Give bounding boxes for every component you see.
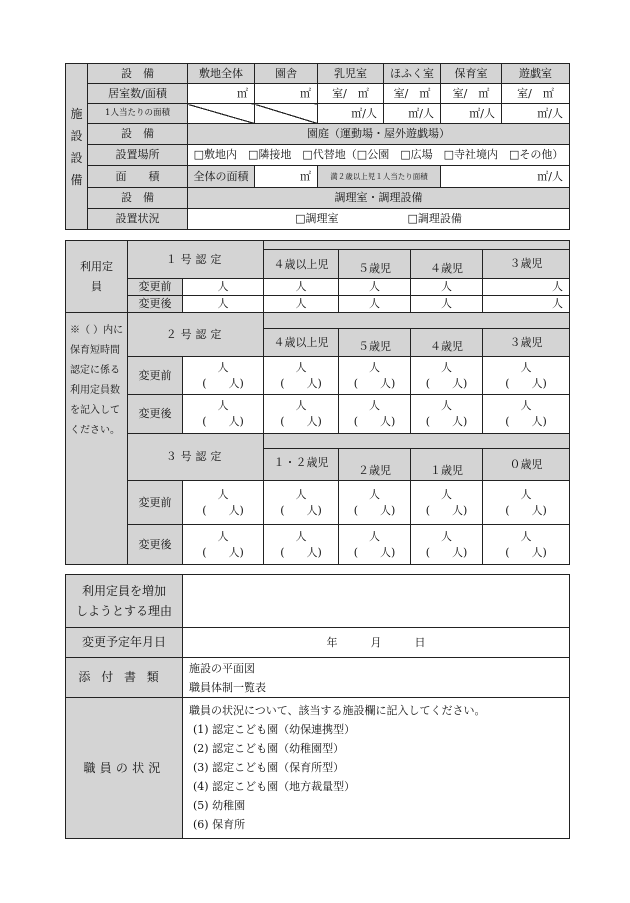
type2-before-5[interactable]: 人 ( 人) [339, 357, 411, 395]
type1-before-5[interactable]: 人 [339, 279, 411, 296]
kitchen-heading: 調理室・調理設備 [188, 188, 570, 209]
type2-after-5[interactable]: 人 ( 人) [339, 395, 411, 434]
kitchen-options[interactable] [188, 209, 570, 230]
equipment-label: 設 備 [88, 64, 188, 84]
location-options[interactable]: □敷地内 □隣接地 □代替地（□公園 □広場 □寺社境内 □その他） [188, 145, 570, 166]
type2-col-5: ５歳児 [339, 329, 411, 357]
staff-item: (2) 認定こども園（幼稚園型） [193, 742, 345, 755]
type2-after-4[interactable]: 人 ( 人) [411, 395, 483, 434]
type2-before-label: 変更前 [128, 357, 183, 395]
type3-before-1[interactable]: 人 ( 人) [411, 481, 483, 525]
rooms-label: 居室数/面積 [88, 84, 188, 104]
reason-label: 利用定員を増加 しようとする理由 [66, 575, 183, 628]
type1-band [264, 241, 570, 250]
type3-before-12[interactable]: 人 ( 人) [264, 481, 339, 525]
type1-col-4: ４歳児 [411, 250, 483, 279]
capacity-table [65, 240, 570, 565]
kitchen-option-equipment[interactable]: □調理設備 [407, 212, 462, 226]
building-area-field[interactable]: ㎡ [255, 84, 318, 104]
col-nursery-room: 保育室 [441, 64, 502, 84]
garden-equipment-label: 設 備 [88, 124, 188, 145]
col-site: 敷地全体 [188, 64, 255, 84]
type1-before-4up[interactable]: 人 [264, 279, 339, 296]
type1-after-4[interactable]: 人 [411, 296, 483, 313]
schedule-field[interactable]: 年 月 日 [183, 628, 570, 658]
col-building: 園舎 [255, 64, 318, 84]
type2-col-4: ４歳児 [411, 329, 483, 357]
type2-before-4up[interactable]: 人 ( 人) [264, 357, 339, 395]
per-person-label: 1人当たりの面積 [88, 104, 188, 124]
type3-after-label: 変更後 [128, 525, 183, 565]
garden-heading: 園庭（運動場・屋外遊戯場） [188, 124, 570, 145]
schedule-label: 変更予定年月日 [66, 628, 183, 658]
type2-before-3[interactable]: 人 ( 人) [483, 357, 570, 395]
type1-after-label: 変更後 [128, 296, 183, 313]
facility-table [65, 63, 570, 230]
diagonal-cell [188, 104, 255, 124]
type3-before-total[interactable]: 人 ( 人) [183, 481, 264, 525]
capacity-note: ※（ ）内に保育短時間認定に係る利用定員数を記入してください。 [66, 313, 128, 565]
area-label: 面 積 [88, 166, 188, 188]
facility-side-label: 施 設 設 備 [66, 64, 88, 230]
type2-before-total[interactable]: 人 ( 人) [183, 357, 264, 395]
type3-before-label: 変更前 [128, 481, 183, 525]
type1-after-3[interactable]: 人 [483, 296, 570, 313]
col-infant-room: 乳児室 [318, 64, 384, 84]
type2-after-4up[interactable]: 人 ( 人) [264, 395, 339, 434]
type3-after-total[interactable]: 人 ( 人) [183, 525, 264, 565]
col-crawl-room: ほふく室 [384, 64, 441, 84]
type1-title: １号認定 [128, 241, 264, 279]
type1-col-4up: ４歳以上児 [264, 250, 339, 279]
type1-before-4[interactable]: 人 [411, 279, 483, 296]
nursery-rooms-field[interactable]: 室/ ㎡ [441, 84, 502, 104]
crawl-rooms-field[interactable]: 室/ ㎡ [384, 84, 441, 104]
staff-intro: 職員の状況について、該当する施設欄に記入してください。 [189, 704, 486, 717]
type1-before-3[interactable]: 人 [483, 279, 570, 296]
nursery-per-person-field[interactable]: ㎡/人 [441, 104, 502, 124]
infant-rooms-field[interactable]: 室/ ㎡ [318, 84, 384, 104]
type1-after-4up[interactable]: 人 [264, 296, 339, 313]
type1-col-5: ５歳児 [339, 250, 411, 279]
bottom-table [65, 574, 570, 839]
crawl-per-person-field[interactable]: ㎡/人 [384, 104, 441, 124]
attachment-item: 職員体制一覧表 [189, 680, 266, 694]
diagonal-cell [255, 104, 318, 124]
infant-per-person-field[interactable]: ㎡/人 [318, 104, 384, 124]
staff-list [183, 698, 570, 839]
type3-band [264, 434, 570, 449]
type1-after-total[interactable]: 人 [183, 296, 264, 313]
attachment-item: 施設の平面図 [189, 661, 255, 675]
staff-label: 職員の状況 [66, 698, 183, 839]
type2-band [264, 313, 570, 329]
staff-item: (6) 保育所 [193, 818, 246, 831]
type2-col-4up: ４歳以上児 [264, 329, 339, 357]
play-per-person-field[interactable]: ㎡/人 [502, 104, 570, 124]
staff-item: (3) 認定こども園（保育所型） [193, 761, 345, 774]
type2-col-3: ３歳児 [483, 329, 570, 357]
play-rooms-field[interactable]: 室/ ㎡ [502, 84, 570, 104]
type3-after-2[interactable]: 人 ( 人) [339, 525, 411, 565]
attachments-label: 添付書類 [66, 658, 183, 698]
kitchen-option-room[interactable]: □調理室 [295, 212, 339, 226]
type1-before-total[interactable]: 人 [183, 279, 264, 296]
kitchen-equipment-label: 設 備 [88, 188, 188, 209]
type3-col-0: ０歳児 [483, 449, 570, 481]
col-play-room: 遊戯室 [502, 64, 570, 84]
site-area-field[interactable]: ㎡ [188, 84, 255, 104]
staff-item: (4) 認定こども園（地方裁量型） [193, 780, 356, 793]
type1-col-3: ３歳児 [483, 250, 570, 279]
total-area-field[interactable]: ㎡ [255, 166, 318, 188]
type3-before-2[interactable]: 人 ( 人) [339, 481, 411, 525]
type3-title: ３号認定 [128, 434, 264, 481]
type3-after-12[interactable]: 人 ( 人) [264, 525, 339, 565]
type2-after-total[interactable]: 人 ( 人) [183, 395, 264, 434]
type2-title: ２号認定 [128, 313, 264, 357]
attachments-list [183, 658, 570, 698]
type3-col-12: １・２歳児 [264, 449, 339, 481]
capacity-title: 利用定 員 [66, 241, 128, 313]
type3-col-2: ２歳児 [339, 449, 411, 481]
type1-before-label: 変更前 [128, 279, 183, 296]
type2-after-3[interactable]: 人 ( 人) [483, 395, 570, 434]
per-child-area-label: 満２歳以上児１人当たり面積 [318, 166, 441, 188]
staff-item: (1) 認定こども園（幼保連携型） [193, 723, 356, 736]
staff-item: (5) 幼稚園 [193, 799, 246, 812]
type3-before-0[interactable]: 人 ( 人) [483, 481, 570, 525]
total-area-label: 全体の面積 [188, 166, 255, 188]
type3-after-0[interactable]: 人 ( 人) [483, 525, 570, 565]
reason-field[interactable] [183, 575, 570, 628]
type2-before-4[interactable]: 人 ( 人) [411, 357, 483, 395]
type3-after-1[interactable]: 人 ( 人) [411, 525, 483, 565]
type1-after-5[interactable]: 人 [339, 296, 411, 313]
kitchen-status-label: 設置状況 [88, 209, 188, 230]
per-child-area-field[interactable]: ㎡/人 [441, 166, 570, 188]
location-label: 設置場所 [88, 145, 188, 166]
type2-after-label: 変更後 [128, 395, 183, 434]
type3-col-1: １歳児 [411, 449, 483, 481]
